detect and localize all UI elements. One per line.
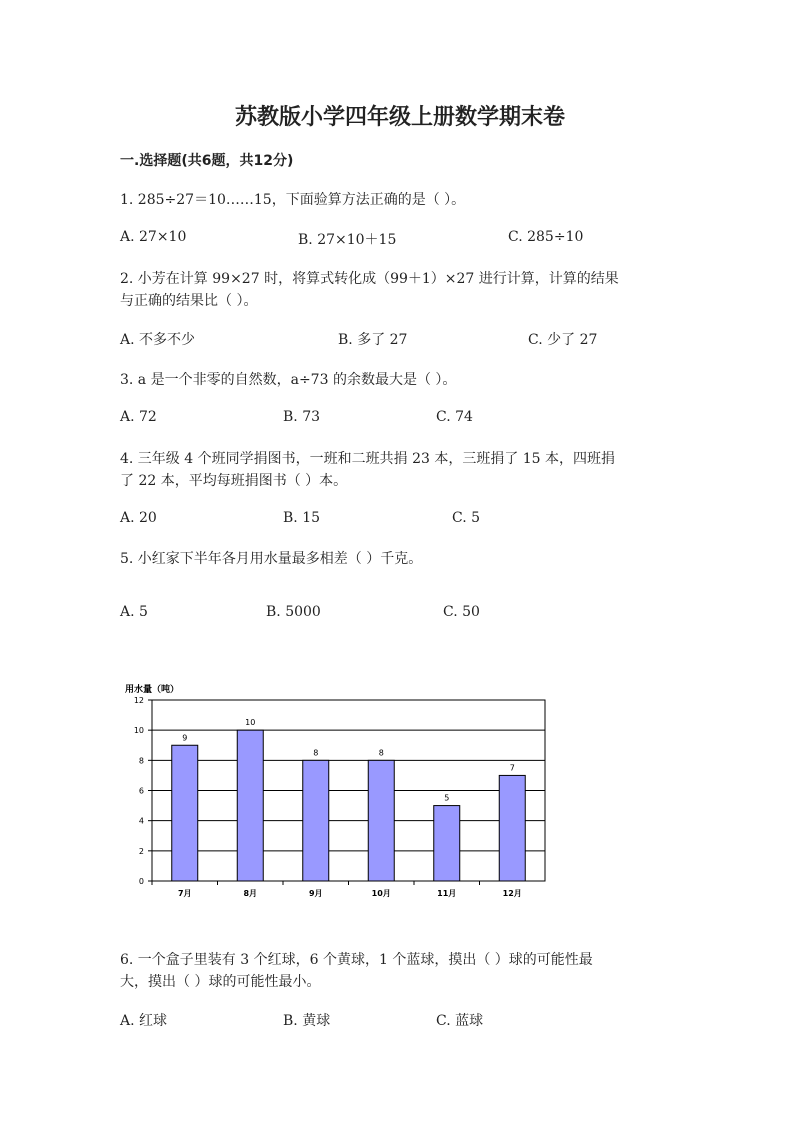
question-4-option-a: A. 20 — [120, 510, 157, 526]
chart-data-label: 10 — [245, 718, 256, 728]
question-1-option-b: B. 27×10＋15 — [298, 232, 397, 248]
chart-grid — [148, 700, 545, 885]
chart-y-tick-label: 0 — [138, 877, 144, 886]
chart-bar — [303, 760, 329, 881]
question-2-line-2: 与正确的结果比（ ）。 — [120, 293, 258, 309]
chart-x-tick-label: 7月 — [177, 889, 192, 898]
chart-y-tick-label: 8 — [138, 756, 144, 766]
question-5-option-b: B. 5000 — [266, 604, 321, 620]
question-3-line-1: 3. a 是一个非零的自然数，a÷73 的余数最大是（ ）。 — [120, 372, 457, 388]
chart-x-tick-label: 10月 — [371, 889, 391, 898]
chart-bar — [368, 760, 394, 881]
chart-bars — [172, 730, 526, 881]
question-1-option-a: A. 27×10 — [120, 229, 187, 245]
question-2-line-1: 2. 小芳在计算 99×27 时，将算式转化成（99＋1）×27 进行计算，计算的结果 — [120, 271, 619, 287]
page-title: 苏教版小学四年级上册数学期末卷 — [234, 105, 565, 130]
question-5-line-1: 5. 小红家下半年各月用水量最多相差（ ）千克。 — [120, 551, 423, 567]
question-5-option-a: A. 5 — [120, 604, 148, 620]
question-4-option-c: C. 5 — [452, 510, 481, 526]
chart-bar — [434, 806, 460, 881]
question-4-option-b: B. 15 — [283, 510, 321, 526]
chart-y-tick-label: 2 — [138, 846, 144, 856]
question-6-option-a: A. 红球 — [120, 1013, 168, 1029]
question-6-line-1: 6. 一个盒子里装有 3 个红球，6 个黄球，1 个蓝球，摸出（ ）球的可能性最 — [120, 952, 593, 968]
question-2-option-c: C. 少了 27 — [528, 332, 598, 348]
chart-x-tick-label: 12月 — [502, 889, 522, 898]
question-3-option-a: A. 72 — [120, 409, 157, 425]
chart-y-tick-label: 6 — [138, 786, 144, 796]
chart-data-label: 5 — [444, 793, 450, 803]
chart-data-label: 8 — [378, 748, 384, 758]
chart-data-label: 9 — [182, 733, 188, 743]
chart-y-tick-label: 12 — [133, 696, 144, 705]
question-6-option-c: C. 蓝球 — [436, 1013, 484, 1029]
question-6-line-2: 大，摸出（ ）球的可能性最小。 — [120, 974, 321, 990]
question-1-option-c: C. 285÷10 — [508, 229, 584, 245]
chart-data-label: 8 — [313, 748, 319, 758]
question-2-option-b: B. 多了 27 — [338, 332, 408, 348]
chart-x-tick-label: 8月 — [243, 889, 258, 898]
chart-bar — [172, 745, 198, 881]
question-4-line-1: 4. 三年级 4 个班同学捐图书，一班和二班共捐 23 本，三班捐了 15 本，四班捐 — [120, 451, 616, 467]
chart-data-label: 7 — [509, 763, 515, 773]
chart-y-tick-label: 10 — [133, 726, 144, 736]
question-3-option-b: B. 73 — [283, 409, 321, 425]
chart-x-tick-label: 11月 — [437, 889, 457, 898]
chart-y-tick-label: 4 — [138, 816, 144, 826]
chart-bar — [499, 775, 525, 881]
question-5-option-c: C. 50 — [443, 604, 480, 620]
question-3-option-c: C. 74 — [436, 409, 473, 425]
question-1-line-1: 1. 285÷27＝10……15，下面验算方法正确的是（ ）。 — [120, 192, 466, 208]
chart-bar — [237, 730, 263, 881]
chart-x-tick-label: 9月 — [308, 889, 323, 898]
section-heading: 一.选择题(共6题，共12分) — [120, 153, 294, 169]
question-4-line-2: 了 22 本，平均每班捐图书（ ）本。 — [120, 473, 348, 489]
chart-y-axis-label: 用水量（吨） — [125, 685, 180, 695]
question-6-option-b: B. 黄球 — [283, 1013, 331, 1029]
question-2-option-a: A. 不多不少 — [120, 332, 196, 348]
